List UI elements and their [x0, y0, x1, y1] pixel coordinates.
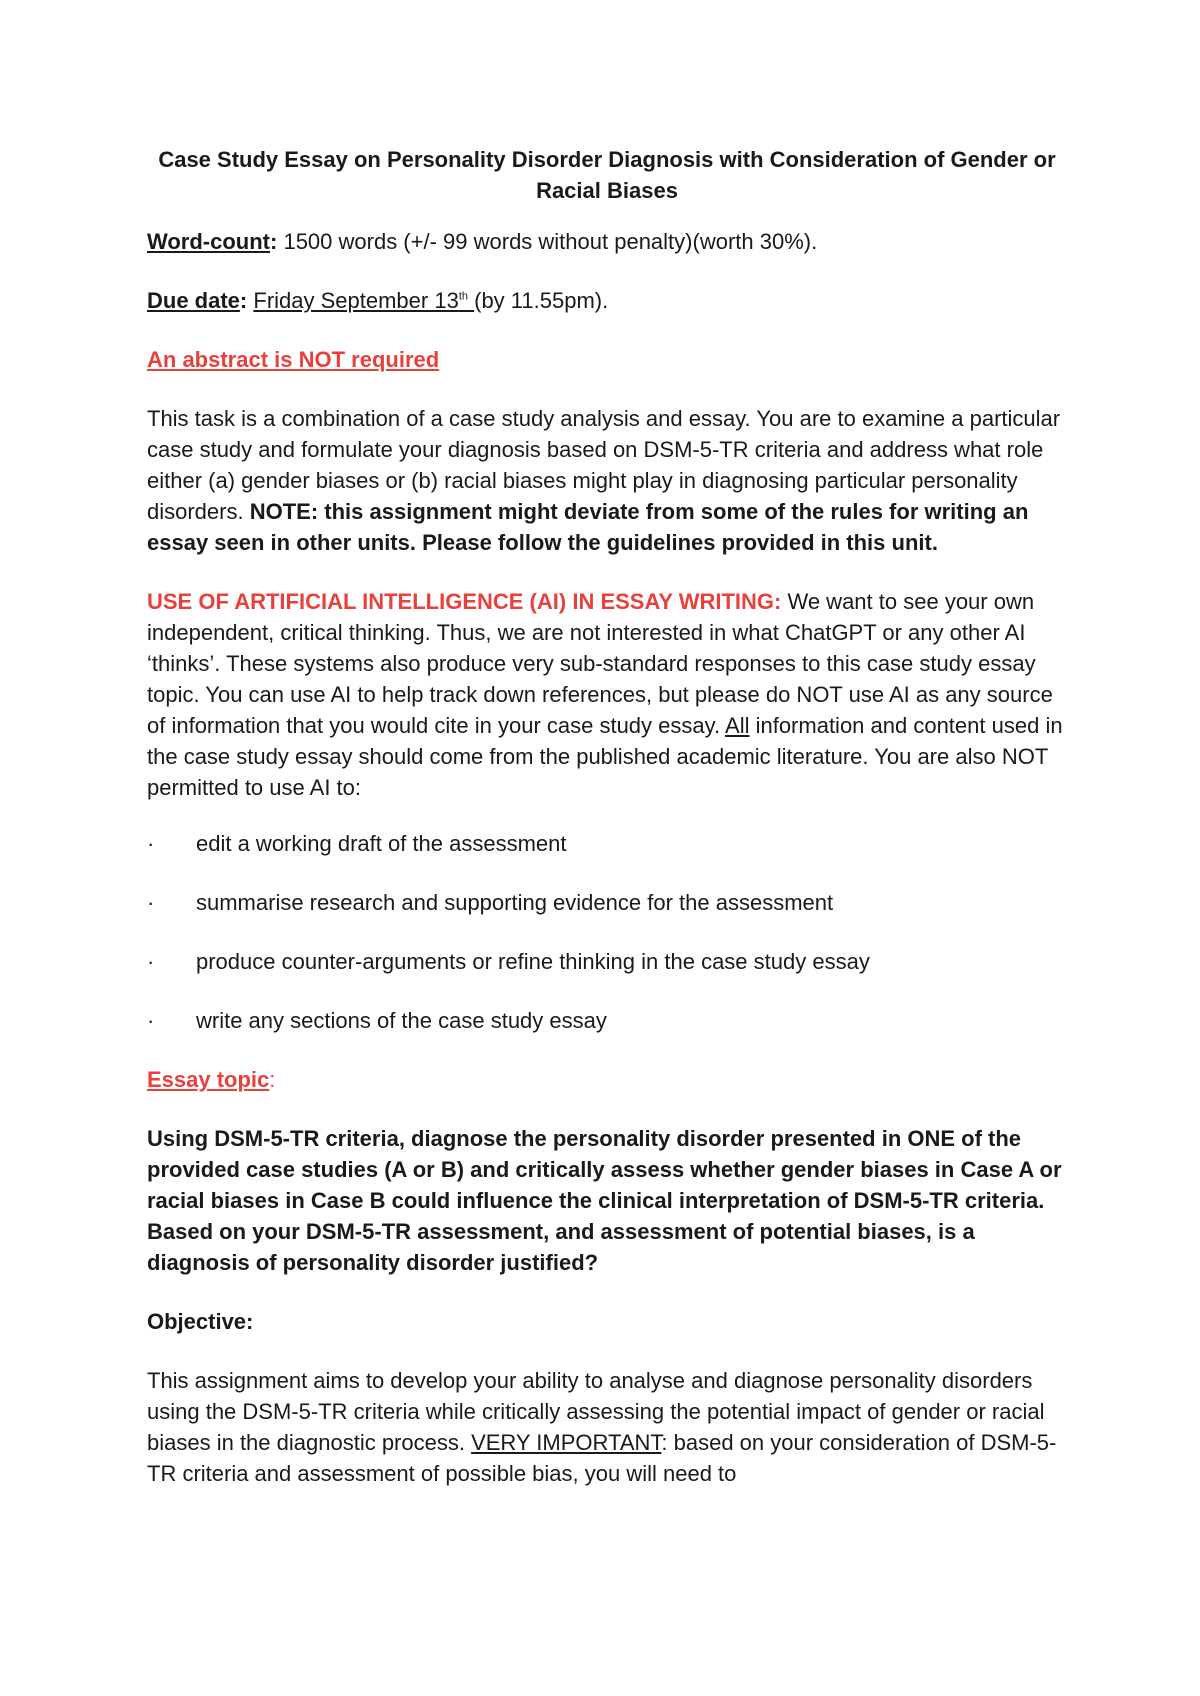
word-count-colon: : [270, 229, 278, 254]
word-count-line [147, 226, 1067, 257]
list-item [147, 946, 1067, 977]
intro-text: This task is a combination of a case study analysis and essay. You are to examine a particular case study and formulate your diagnosis based on DSM-5-TR criteria and address what role either (a) gender biases or (b) racial biases might play in diagnosing particular personality disorders. [147, 406, 1061, 524]
very-important: VERY IMPORTANT [471, 1430, 662, 1455]
essay-topic-colon: : [269, 1067, 276, 1092]
document-body [147, 144, 1067, 1517]
due-date-date: Friday September 13 [253, 288, 459, 313]
objective-heading: Objective: [147, 1309, 254, 1334]
bullet-icon: · [147, 949, 155, 974]
intro-paragraph [147, 403, 1067, 558]
list-item [147, 1005, 1067, 1036]
due-date-time: (by 11.55pm). [474, 288, 609, 313]
due-date-line [147, 285, 1067, 316]
due-date-value [253, 288, 474, 313]
objective-text-2: : based on your consideration of DSM-5-TR criteria and assessment of possible bias, you will need to [147, 1430, 1057, 1486]
ai-heading: USE OF ARTIFICIAL INTELLIGENCE (AI) IN ESSAY WRITING: [147, 589, 782, 614]
ai-restrictions-list [147, 828, 1067, 1036]
list-item [147, 887, 1067, 918]
ai-all: All [725, 713, 750, 738]
essay-topic-heading [147, 1064, 1067, 1095]
bullet-icon: · [147, 890, 155, 915]
ai-text-1: We want to see your own independent, critical thinking. Thus, we are not interested in what ChatGPT or any other AI ‘thinks’. These systems also produce very sub-standard responses to this case study essay topic. You can use AI to help track down references, but please do NOT use AI as any source of information that you would cite in your case study essay. [147, 589, 1053, 738]
ai-text-2: information and content used in the case study essay should come from the published academic literature. You are also NOT permitted to use AI to: [147, 713, 1063, 800]
bullet-icon: · [147, 1008, 155, 1033]
objective-text-1: This assignment aims to develop your ability to analyse and diagnose personality disorders using the DSM-5-TR criteria while critically assessing the potential impact of gender or racial biases in the diagnostic process. [147, 1368, 1045, 1455]
bullet-icon: · [147, 831, 155, 856]
list-item-text: summarise research and supporting evidence for the assessment [196, 890, 834, 915]
word-count-label: Word-count [147, 229, 271, 254]
list-item-text: write any sections of the case study essay [196, 1008, 607, 1033]
document-title: Case Study Essay on Personality Disorder Diagnosis with Consideration of Gender or Racial Biases [158, 147, 1056, 203]
due-date-colon: : [239, 288, 248, 313]
list-item [147, 828, 1067, 859]
ai-paragraph [147, 586, 1067, 803]
essay-topic-label: Essay topic [147, 1067, 270, 1092]
essay-topic-text: Using DSM-5-TR criteria, diagnose the personality disorder presented in ONE of the provided case studies (A or B) and critically assess whether gender biases in Case A or racial biases in Case B could influence the clinical interpretation of DSM-5-TR criteria. Based on your DSM-5-TR assessment, and assessment of potential biases, is a diagnosis of personality disorder justified? [147, 1126, 1062, 1275]
list-item-text: produce counter-arguments or refine thinking in the case study essay [196, 949, 870, 974]
due-date-label: Due date [147, 288, 240, 313]
intro-note: NOTE: this assignment might deviate from some of the rules for writing an essay seen in other units. Please follow the guidelines provided in this unit. [147, 499, 1029, 555]
objective-paragraph [147, 1365, 1067, 1489]
due-date-sup: th [458, 290, 468, 303]
abstract-note: An abstract is NOT required [147, 347, 440, 372]
list-item-text: edit a working draft of the assessment [196, 831, 567, 856]
word-count-value: 1500 words (+/- 99 words without penalty)(worth 30%). [277, 229, 818, 254]
